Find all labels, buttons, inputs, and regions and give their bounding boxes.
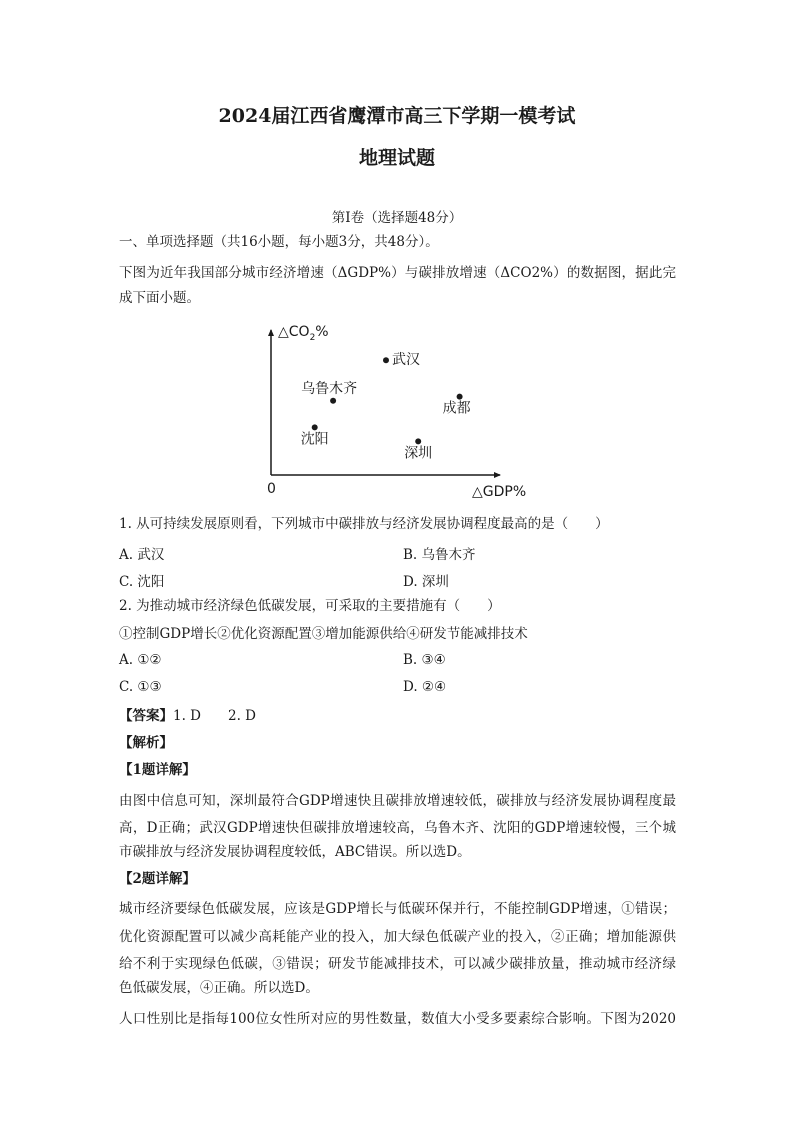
detail-1-label: 【1题详解】 — [119, 762, 196, 778]
part-heading: 一、单项选择题（共16小题，每小题3分，共48分）。 — [119, 234, 439, 250]
answer-text: 1. D 2. D — [173, 708, 256, 724]
detail-2-line-3: 给不利于实现绿色低碳，③错误；研发节能减排技术，可以减少碳排放量，推动城市经济绿 — [119, 956, 676, 972]
answer-line — [119, 707, 679, 725]
next-question-intro: 人口性别比是指每100位女性所对应的男性数量，数值大小受多要素综合影响。下图为2020 — [119, 1011, 676, 1027]
question-2-stem: 2. 为推动城市经济绿色低碳发展，可采取的主要措施有（ ） — [119, 598, 501, 614]
detail-1-line-2: 高，D正确；武汉GDP增速快但碳排放增速较高，乌鲁木齐、沈阳的GDP增速较慢，三个城 — [119, 820, 676, 836]
point-label-3: 沈阳 — [300, 431, 329, 448]
exam-subject-title: 地理试题 — [358, 147, 435, 169]
answer-label: 【答案】 — [119, 708, 173, 724]
question-1-option-a: A. 武汉 — [119, 547, 165, 563]
point-3 — [312, 424, 318, 430]
detail-2-line-2: 优化资源配置可以减少高耗能产业的投入，加大绿色低碳产业的投入，②正确；增加能源供 — [119, 929, 676, 945]
point-2 — [457, 394, 463, 400]
detail-2-label: 【2题详解】 — [119, 871, 196, 887]
question-2-option-c: C. ①③ — [119, 679, 162, 695]
scatter-chart — [260, 318, 540, 503]
point-label-0: 武汉 — [392, 352, 420, 369]
x-axis-label: △GDP% — [472, 484, 527, 500]
origin-label: 0 — [267, 481, 276, 497]
point-0 — [383, 357, 389, 363]
question-1-option-b: B. 乌鲁木齐 — [403, 547, 476, 563]
exam-title: 2024届江西省鹰潭市高三下学期一模考试 — [218, 105, 576, 127]
question-2-measures: ①控制GDP增长②优化资源配置③增加能源供给④研发节能减排技术 — [119, 626, 528, 642]
detail-1-line-3: 市碳排放与经济发展协调程度较低，ABC错误。所以选D。 — [119, 844, 471, 860]
point-label-1: 乌鲁木齐 — [301, 380, 358, 397]
data-points — [301, 352, 471, 461]
question-1-option-d: D. 深圳 — [403, 574, 449, 590]
point-1 — [330, 398, 336, 404]
detail-2-line-4: 色低碳发展，④正确。所以选D。 — [119, 980, 319, 996]
analysis-label: 【解析】 — [119, 735, 173, 751]
question-1-option-c: C. 沈阳 — [119, 574, 165, 590]
detail-2-line-1: 城市经济要绿色低碳发展，应该是GDP增长与低碳环保并行，不能控制GDP增速，①错误； — [119, 901, 676, 917]
intro-line-2: 成下面小题。 — [119, 290, 200, 306]
intro-line-1: 下图为近年我国部分城市经济增速（ΔGDP%）与碳排放增速（ΔCO2%）的数据图，据此完 — [119, 265, 676, 281]
section-header: 第Ⅰ卷（选择题48分） — [331, 210, 463, 226]
y-axis-label: $\triangle CO_2\%$ — [278, 324, 329, 343]
question-2-option-b: B. ③④ — [403, 652, 446, 668]
detail-1-line-1: 由图中信息可知，深圳最符合GDP增速快且碳排放增速较低，碳排放与经济发展协调程度最 — [119, 793, 676, 809]
point-label-2: 成都 — [442, 400, 471, 417]
question-2-option-a: A. ①② — [119, 652, 162, 668]
question-1-stem: 1. 从可持续发展原则看，下列城市中碳排放与经济发展协调程度最高的是（ ） — [119, 516, 609, 532]
point-4 — [415, 438, 421, 444]
point-label-4: 深圳 — [404, 445, 433, 462]
question-2-option-d: D. ②④ — [403, 679, 447, 695]
